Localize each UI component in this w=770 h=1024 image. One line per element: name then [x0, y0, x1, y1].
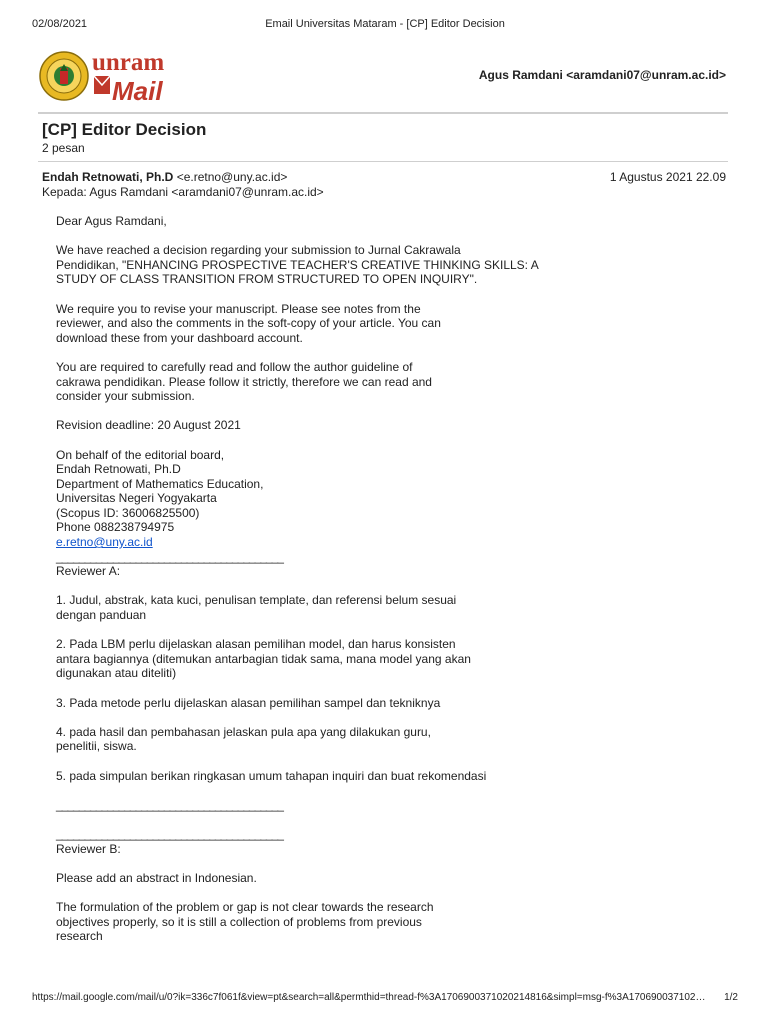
separator-line-2: ________________________________________: [56, 826, 283, 841]
reviewer-b-formulation: The formulation of the problem or gap is not clear towards the research objectives properly, so it is still a collection of problems from previous research: [56, 899, 434, 944]
reviewer-a-item-5: 5. pada simpulan berikan ringkasan umum tahapan inquiri dan buat rekomendasi: [56, 768, 487, 783]
paragraph-decision: We have reached a decision regarding your submission to Jurnal Cakrawala Pendidikan, "ENHANCING PROSPECTIVE TEACHER'S CREATIVE THINKING SKILLS: A STUDY OF CLASS TRANSITION FROM STRUCTURED TO OPEN INQUIRY".: [56, 243, 539, 287]
header-divider: [38, 112, 728, 114]
revision-deadline: Revision deadline: 20 August 2021: [56, 418, 241, 433]
print-url: https://mail.google.com/mail/u/0?ik=336c7f061f&view=pt&search=all&permthid=thread-f%3A1706900371020214816&simpl=msg-f%3A170690037102…: [32, 992, 706, 1003]
signature-email-link[interactable]: e.retno@uny.ac.id: [56, 535, 153, 550]
paragraph-guideline: You are required to carefully read and follow the author guideline of cakrawa pendidikan. Please follow it strictly, therefore we can read and consider your submission.: [56, 359, 432, 404]
print-header: [32, 18, 738, 32]
logo-text-bottom: Mail: [112, 76, 163, 106]
mail-envelope-icon: [94, 76, 110, 94]
account-header: Agus Ramdani <aramdani07@unram.ac.id>: [478, 68, 726, 82]
university-seal-icon: [40, 52, 88, 100]
recipient-line: Kepada: Agus Ramdani <aramdani07@unram.ac.id>: [42, 185, 324, 199]
reviewer-a-label: Reviewer A:: [56, 564, 121, 579]
reviewer-b-block: [56, 827, 576, 856]
logo-text-top: unram: [92, 49, 165, 76]
print-date: 02/08/2021: [32, 18, 88, 30]
signature-block: On behalf of the editorial board, Endah Retnowati, Ph.D Department of Mathematics Education, Universitas Negeri Yogyakarta (Scopus ID: 36006825500) Phone 088238794975 e.retno@uny.ac.id ________________________________________ Reviewer A:: [56, 448, 576, 579]
unram-mail-logo: [38, 44, 178, 106]
separator-line-1: ________________________________________: [56, 797, 283, 812]
message-body: [56, 214, 576, 958]
email-subject: [CP] Editor Decision: [42, 120, 207, 139]
message-date: 1 Agustus 2021 22.09: [609, 170, 726, 184]
greeting: Dear Agus Ramdani,: [56, 214, 167, 228]
reviewer-a-item-3: 3. Pada metode perlu dijelaskan alasan pemilihan sampel dan tekniknya: [56, 695, 441, 710]
subject-divider: [38, 161, 728, 162]
print-title: Email Universitas Mataram - [CP] Editor Decision: [265, 18, 505, 30]
separator: ________________________________________: [56, 549, 283, 564]
reviewer-a-item-2: 2. Pada LBM perlu dijelaskan alasan pemilihan model, dan harus konsisten antara bagiannya (ditemukan antarbagian tidak sama, mana model yang akan digunakan atau diteliti): [56, 637, 471, 681]
sender-name: Endah Retnowati, Ph.D: [42, 170, 174, 184]
message-count: 2 pesan: [42, 141, 85, 155]
reviewer-b-label: Reviewer B:: [56, 841, 121, 856]
reviewer-a-item-4: 4. pada hasil dan pembahasan jelaskan pula apa yang dilakukan guru, penelitii, siswa.: [56, 724, 431, 754]
reviewer-b-abstract: Please add an abstract in Indonesian.: [56, 870, 257, 885]
paragraph-revise: We require you to revise your manuscript. Please see notes from the reviewer, and also the comments in the soft-copy of your article. You can download these from your dashboard account.: [56, 301, 441, 345]
sender-email: <e.retno@uny.ac.id>: [176, 170, 288, 184]
sender-line: [42, 170, 287, 184]
reviewer-a-item-1: 1. Judul, abstrak, kata kuci, penulisan template, dan referensi belum sesuai dengan panduan: [56, 593, 457, 623]
page-number: 1/2: [724, 992, 738, 1003]
